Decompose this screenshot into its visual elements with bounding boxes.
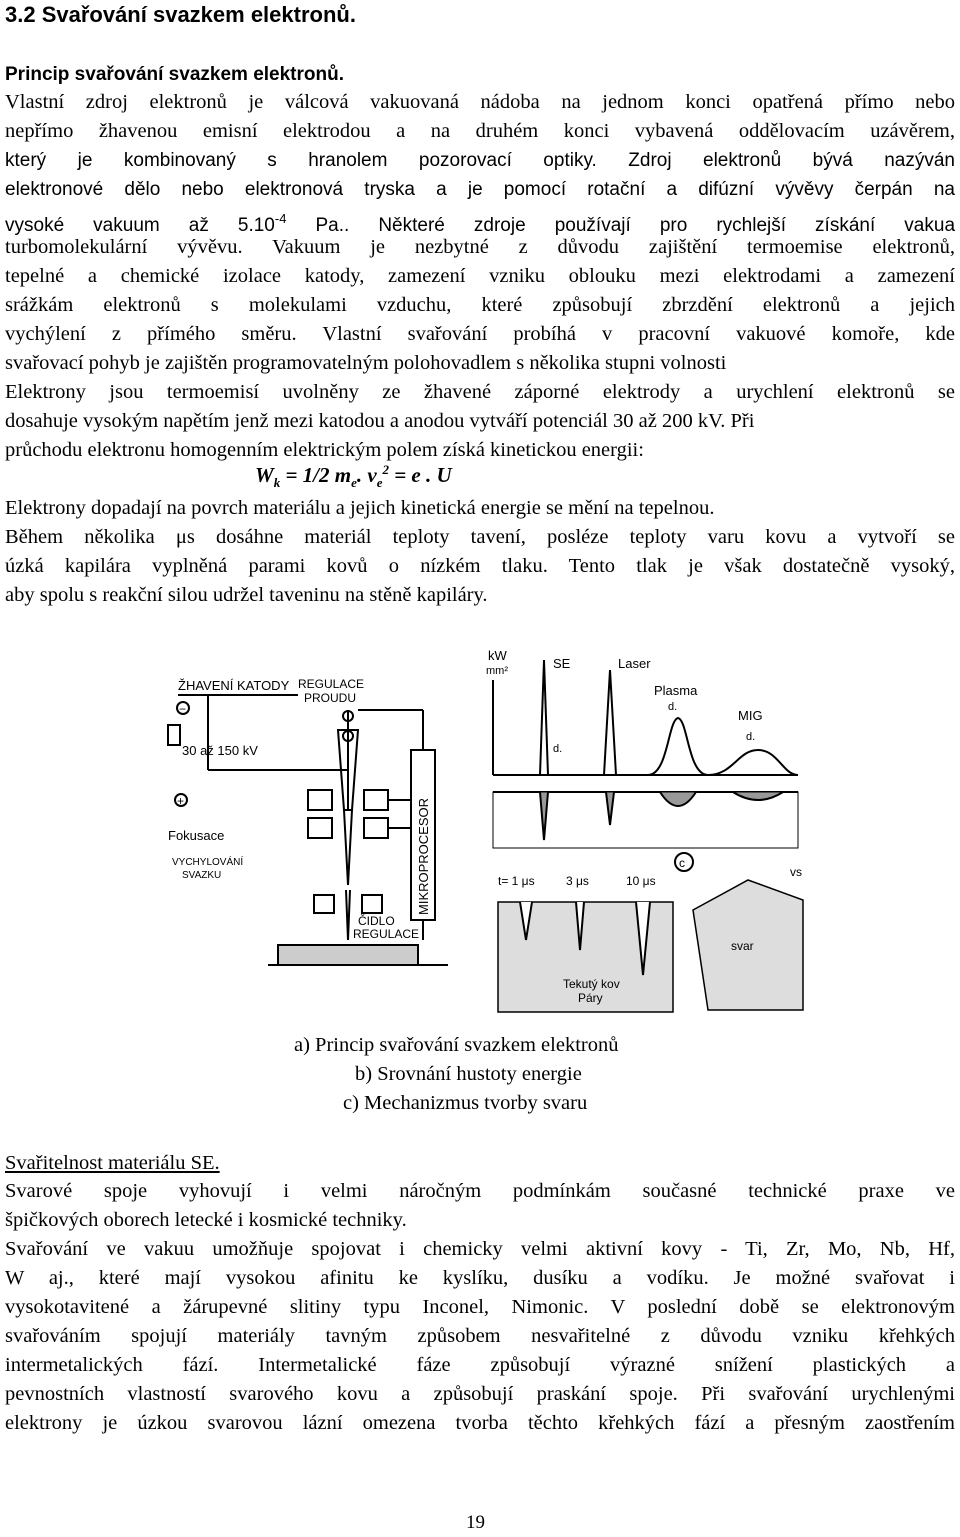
label-se: SE bbox=[553, 656, 571, 671]
label-svazku: SVAZKU bbox=[182, 870, 222, 881]
paragraph-line: průchodu elektronu homogenním elektrickým polem získá kinetickou energii: bbox=[5, 439, 644, 461]
formula-superscript: 2 bbox=[382, 462, 389, 477]
paragraph-line: svařovací pohyb je zajištěn programovatelným polohovadlem s několika stupni volnosti bbox=[5, 352, 727, 374]
text-span: Pa.. Některé zdroje používají pro rychlejší získání vakua bbox=[286, 215, 956, 236]
paragraph-line: dosahuje vysokým napětím jenž mezi katodou a anodou vytváří potenciál 30 až 200 kV. Při bbox=[5, 410, 755, 432]
figure-caption-a: a) Princip svařování svazkem elektronů bbox=[294, 1034, 619, 1056]
label-t1: t= 1 μs bbox=[498, 874, 535, 888]
label-plasma: Plasma bbox=[654, 683, 698, 698]
paragraph-line: Elektrony jsou termoemisí uvolněny ze žhavené záporné elektrody a urychlení elektronů se bbox=[5, 381, 955, 403]
paragraph-line: vysokotavitené a žárupevné slitiny typu Inconel, Nimonic. V poslední době se elektronovým bbox=[5, 1296, 955, 1318]
label-vychylovani: VYCHYLOVÁNÍ bbox=[172, 857, 244, 868]
electron-gun-diagram bbox=[168, 677, 448, 965]
label-fokusace: Fokusace bbox=[168, 828, 225, 843]
formula-part: . v bbox=[356, 463, 377, 487]
paragraph-line: intermetalických fází. Intermetalické fáze způsobují výrazné snížení plastických a bbox=[5, 1354, 955, 1376]
formula-part: = 1/2 m bbox=[280, 463, 352, 487]
paragraph-line: Vlastní zdroj elektronů je válcová vakuovaná nádoba na jednom konci opatřená přímo nebo bbox=[5, 91, 955, 113]
label-mikroprocesor: MIKROPROCESOR bbox=[416, 797, 431, 915]
paragraph-line: Svařování ve vakuu umožňuje spojovat i chemicky velmi aktivní kovy - Ti, Zr, Mo, Nb, Hf, bbox=[5, 1238, 955, 1260]
paragraph-line: svařováním spojují materiály tavným způsobem nesvařitelné z důvodu vzniku křehkých bbox=[5, 1325, 955, 1347]
label-t10: 10 μs bbox=[626, 874, 656, 888]
paragraph-line: aby spolu s reakční silou udržel taveninu na stěně kapiláry. bbox=[5, 584, 488, 606]
electron-beam-welding-figure bbox=[148, 640, 812, 1022]
paragraph-line: turbomolekulární vývěvu. Vakuum je nezbytné z důvodu zajištění termoemise elektronů, bbox=[5, 236, 955, 258]
label-regulace: REGULACE bbox=[298, 677, 365, 691]
label-regulace2: REGULACE bbox=[353, 927, 420, 941]
formula-subscript: e bbox=[351, 475, 357, 491]
minus-symbol: − bbox=[179, 702, 187, 716]
figure-caption-c: c) Mechanizmus tvorby svaru bbox=[343, 1092, 588, 1114]
paragraph-line: vychýlení z přímého směru. Vlastní svařování probíhá v pracovní vakuové komoře, kde bbox=[5, 323, 955, 345]
paragraph-line: Elektrony dopadají na povrch materiálu a jejich kinetická energie se mění na tepelnou. bbox=[5, 497, 715, 519]
label-voltage: 30 až 150 kV bbox=[182, 743, 258, 758]
page-number: 19 bbox=[466, 1512, 485, 1533]
label-d-mig: d. bbox=[746, 731, 756, 743]
paragraph-line: pevnostních vlastností svarového kovu a způsobují praskání spoje. Při svařování urychlenými bbox=[5, 1383, 955, 1405]
kinetic-energy-formula bbox=[255, 462, 452, 491]
paragraph-line: úzká kapilára vyplněná parami kovů o nízkém tlaku. Tento tlak je však dostatečně vysoký, bbox=[5, 555, 955, 577]
paragraph-line: Svarové spoje vyhovují i velmi náročným podmínkám současné technické praxe ve bbox=[5, 1180, 955, 1202]
label-d-plasma: d. bbox=[668, 701, 678, 713]
text-span: vysoké vakuum až 5.10 bbox=[5, 215, 275, 236]
label-t3: 3 μs bbox=[566, 874, 589, 888]
label-d-se: d. bbox=[553, 743, 563, 755]
formula-subscript: k bbox=[273, 475, 281, 491]
label-svar: svar bbox=[731, 939, 754, 953]
formula-part: = e . U bbox=[388, 463, 452, 487]
paragraph-line: nepřímo žhavenou emisní elektrodou a na druhém konci vybavená oddělovacím uzávěrem, bbox=[5, 120, 955, 142]
paragraph-line: špičkových oborech letecké i kosmické techniky. bbox=[5, 1209, 407, 1231]
label-laser: Laser bbox=[618, 656, 651, 671]
section-heading-weldability: Svařitelnost materiálu SE. bbox=[5, 1152, 220, 1174]
label-kw: kW bbox=[488, 648, 507, 663]
label-zhaveni: ŽHAVENÍ KATODY bbox=[178, 678, 290, 693]
label-cidlo: ČIDLO bbox=[358, 914, 395, 928]
weld-mechanism-diagram bbox=[498, 853, 803, 1012]
paragraph-line: elektronové dělo nebo elektronová tryska a je pomocí rotační a difúzní vývěvy čerpán na bbox=[5, 179, 955, 200]
figure-caption-b: b) Srovnání hustoty energie bbox=[355, 1063, 582, 1085]
label-c: c bbox=[679, 856, 685, 870]
paragraph-line: tepelné a chemické izolace katody, zamezení vzniku oblouku mezi elektrodami a zamezení bbox=[5, 265, 955, 287]
paragraph-line: elektrony je úzkou svarovou lázní omezena tvorba těchto křehkých fází a přesným zaostřením bbox=[5, 1412, 955, 1434]
label-mm2: mm² bbox=[486, 665, 508, 677]
exponent: -4 bbox=[274, 211, 287, 226]
label-proudu: PROUDU bbox=[304, 691, 357, 705]
formula-subscript: e bbox=[376, 475, 383, 491]
label-pary: Páry bbox=[578, 991, 603, 1005]
paragraph-line: W aj., které mají vysokou afinitu ke kyslíku, dusíku a vodíku. Je možné svařovat i bbox=[5, 1267, 955, 1289]
energy-density-diagram bbox=[486, 648, 798, 848]
formula-symbol: W bbox=[255, 463, 274, 487]
plus-symbol: + bbox=[177, 794, 185, 808]
section-heading: 3.2 Svařování svazkem elektronů. bbox=[5, 2, 356, 27]
label-mig: MIG bbox=[738, 708, 763, 723]
subsection-heading: Princip svařování svazkem elektronů. bbox=[5, 64, 344, 85]
label-vs: vs bbox=[790, 865, 802, 879]
paragraph-line: srážkám elektronů s molekulami vzduchu, které způsobují zbrzdění elektronů a jejich bbox=[5, 294, 955, 316]
label-tekuty: Tekutý kov bbox=[563, 977, 620, 991]
paragraph-line: který je kombinovaný s hranolem pozorovací optiky. Zdroj elektronů bývá nazýván bbox=[5, 150, 955, 171]
paragraph-line: Během několika μs dosáhne materiál teploty tavení, posléze teploty varu kovu a vytvoří se bbox=[5, 526, 955, 548]
